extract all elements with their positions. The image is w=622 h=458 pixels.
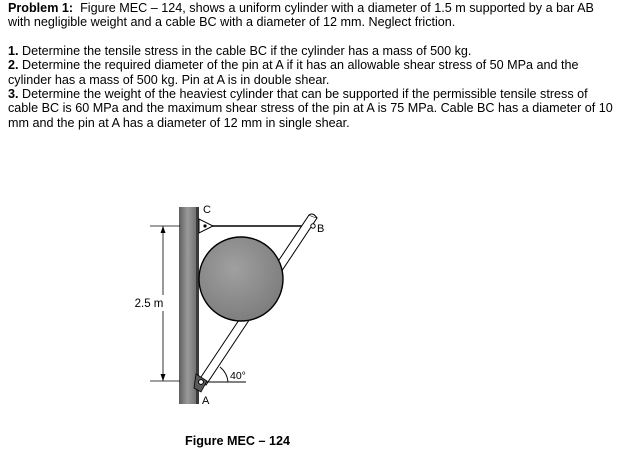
angle-label: 40° [230, 370, 246, 382]
dimension-label: 2.5 m [134, 298, 164, 310]
task-3-text: Determine the weight of the heaviest cylinder that can be supported if the permissible tensile stress of cable BC is 60 MPa and the maximum shear stress of the pin at A is 75 MPa. Cable BC has a diameter of 10 mm and the pin at A has a diameter of 12 mm in single shear. [8, 87, 613, 130]
dimension-arrow-top [161, 226, 166, 233]
pin-b [311, 224, 315, 228]
label-a: A [202, 395, 210, 407]
dimension-arrow-bottom [161, 374, 166, 381]
task-2-number: 2. [8, 58, 19, 73]
task-1-text: Determine the tensile stress in the cable BC if the cylinder has a mass of 500 kg. [22, 43, 472, 58]
problem-statement-text: Figure MEC – 124, shows a uniform cylinder with a diameter of 1.5 m supported by a bar AB with negligible weight and a cable BC with a diameter of 12 mm. Neglect friction. [8, 1, 594, 30]
cylinder [199, 237, 283, 321]
angle-arc [220, 367, 228, 382]
problem-heading: Problem 1: [8, 1, 74, 15]
label-b: B [317, 223, 325, 235]
wall-post [179, 207, 198, 404]
label-c: C [203, 204, 211, 216]
pin-a [199, 380, 204, 385]
task-1-number: 1. [8, 43, 19, 58]
figure-caption: Figure MEC – 124 [185, 434, 290, 448]
pin-c [203, 224, 206, 227]
task-3-number: 3. [8, 87, 19, 102]
task-2-text: Determine the required diameter of the pin at A if it has an allowable shear stress of 50 MPa and the cylinder has a mass of 500 kg. Pin at A is in double shear. [8, 58, 579, 87]
